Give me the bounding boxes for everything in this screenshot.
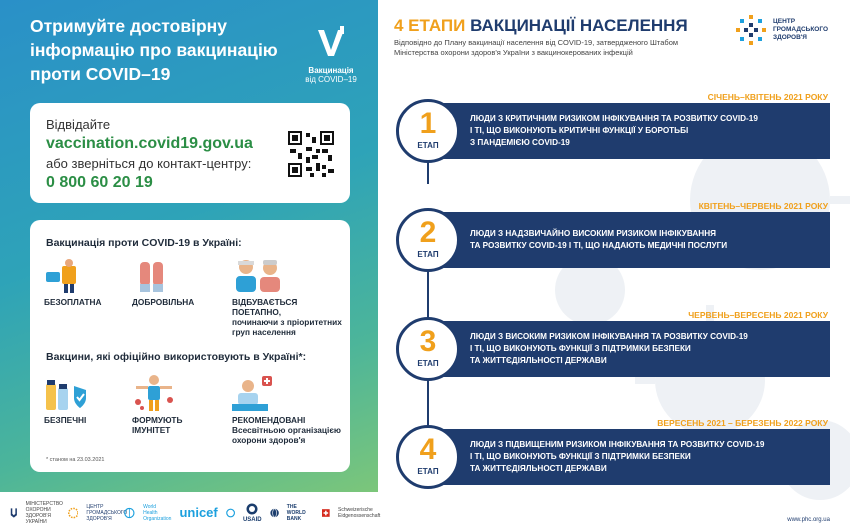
- vaccination-brand-logo: [296, 24, 366, 84]
- footnote: * станом на 23.03.2021: [46, 457, 105, 463]
- stage-3-number: 3: [419, 325, 437, 358]
- stage-1-line1: ЛЮДИ З КРИТИЧНИМ РИЗИКОМ ІНФІКУВАННЯ ТА РОЗВИТКУ COVID-19: [470, 114, 758, 123]
- stage-1-bar: [432, 103, 830, 159]
- vaccination-info-card: [30, 220, 350, 472]
- heading-vaccination: Вакцинація проти COVID-19 в Україні:: [46, 237, 242, 249]
- elderly-people-icon: [232, 258, 286, 294]
- stage-4-line1: ЛЮДИ З ПІДВИЩЕНИМ РИЗИКОМ ІНФІКУВАННЯ ТА РОЗВИТКУ COVID-19: [470, 440, 765, 449]
- stage-4-bar: [432, 429, 830, 485]
- stage-4-badge: [396, 425, 460, 489]
- left-title: Отримуйте достовірну інформацію про вакцинацію проти COVID–19: [30, 16, 278, 84]
- usaid-logo-text: USAID: [242, 516, 262, 523]
- usaid-logo: [243, 503, 262, 523]
- feature-safe-label: БЕЗПЕЧНІ: [44, 415, 87, 425]
- stage-1-badge: [396, 99, 460, 163]
- feature-immunity: [132, 374, 222, 435]
- or-call-label: або зверніться до контакт-центру:: [46, 156, 252, 171]
- phc-website-link[interactable]: www.phc.org.ua: [787, 517, 830, 523]
- brand-line1: Вакцинація: [308, 66, 354, 75]
- stage-3-line2: І ТІ, ЩО ВИКОНУЮТЬ ФУНКЦІЇ З ПІДТРИМКИ БЕЗПЕКИ: [470, 344, 691, 353]
- title-main: ВАКЦИНАЦІЇ НАСЕЛЕННЯ: [470, 16, 688, 35]
- feature-voluntary-label: ДОБРОВІЛЬНА: [132, 297, 195, 307]
- worldbank-globe-icon: [270, 507, 279, 519]
- unicef-globe-icon: [226, 507, 235, 519]
- stage-1-number: 1: [419, 107, 437, 140]
- stage-4-line3: ТА ЖИТТЄДІЯЛЬНОСТІ ДЕРЖАВИ: [470, 464, 607, 473]
- stage-1-line3: З ПАНДЕМІЄЮ COVID-19: [470, 138, 570, 147]
- phc-logo: [735, 14, 828, 46]
- phc-emblem-icon: [735, 14, 767, 46]
- feature-recommended-sub: Всесвітньою організацією охорони здоров'я: [232, 425, 341, 445]
- stage-4-text: [470, 439, 765, 475]
- phc-text-line2: ГРОМАДСЬКОГО: [773, 26, 829, 33]
- contact-card: [30, 103, 350, 203]
- stage-2-bar: [432, 212, 830, 268]
- feature-phased: [232, 258, 344, 337]
- stage-2-line2: ТА РОЗВИТКУ COVID-19 І ТІ, ЩО НАДАЮТЬ МЕДИЧНІ ПОСЛУГИ: [470, 241, 728, 250]
- moh-logo-text: МІНІСТЕРСТВО ОХОРОНИ ЗДОРОВ'Я УКРАЇНИ: [25, 500, 63, 525]
- vaccine-shield-icon: [44, 374, 88, 412]
- stage-3-line3: ТА ЖИТТЄДІЯЛЬНОСТІ ДЕРЖАВИ: [470, 356, 607, 365]
- phc-text-line3: ЗДОРОВ'Я: [773, 34, 807, 41]
- stage-3-badge: [396, 317, 460, 381]
- visit-label: Відвідайте: [46, 117, 111, 132]
- doctor-desk-icon: [232, 374, 280, 412]
- left-panel: [0, 0, 378, 492]
- feature-voluntary: [132, 258, 222, 307]
- title-prefix: 4 ЕТАПИ: [394, 16, 466, 35]
- feature-recommended-label: РЕКОМЕНДОВАНІ: [232, 415, 306, 425]
- stage-2-label: ЕТАП: [417, 250, 439, 259]
- vaccination-url-link[interactable]: vaccination.covid19.gov.ua: [46, 135, 253, 152]
- stage-3-text: [470, 331, 748, 367]
- feature-recommended: [232, 374, 344, 445]
- phc-logo-text: ЦЕНТР ГРОМАДСЬКОГО ЗДОРОВ'Я: [86, 503, 128, 522]
- who-logo-text: World Health Organization: [143, 503, 172, 522]
- stage-3-line1: ЛЮДИ З ВИСОКИМ РИЗИКОМ ІНФІКУВАННЯ ТА РОЗВИТКУ COVID-19: [470, 332, 748, 341]
- stage-2-badge: [396, 208, 460, 272]
- stage-2-number: 2: [419, 216, 437, 249]
- who-globe-icon: [124, 506, 135, 520]
- stage-3-label: ЕТАП: [417, 359, 439, 368]
- feature-free-label: БЕЗОПЛАТНА: [44, 297, 102, 307]
- partner-logos: [0, 494, 381, 531]
- stage-4-label: ЕТАП: [417, 467, 439, 476]
- feature-phased-label: ВІДБУВАЄТЬСЯ ПОЕТАПНО,: [232, 297, 298, 317]
- qr-code-icon[interactable]: [288, 131, 334, 177]
- phc-text-line1: ЦЕНТР: [773, 18, 796, 25]
- feature-immunity-label: ФОРМУЮТЬ ІМУНІТЕТ: [132, 415, 183, 435]
- stage-3-bar: [432, 321, 830, 377]
- heading-vaccines: Вакцини, які офіційно використовують в Україні*:: [46, 351, 307, 363]
- unicef-logo: unicef: [179, 505, 218, 520]
- phc-text: [773, 18, 828, 42]
- stage-2-line1: ЛЮДИ З НАДЗВИЧАЙНО ВИСОКИМ РИЗИКОМ ІНФІКУВАННЯ: [470, 229, 717, 238]
- brand-line2: від COVID–19: [305, 75, 357, 84]
- feature-safe: [44, 374, 134, 425]
- stages-subtitle: Відповідно до Плану вакцинації населення від COVID-19, затвердженого Штабом Міністерства охорони здоров'я України з вакцинокерованих інфекцій: [394, 38, 679, 57]
- stage-1-date: СІЧЕНЬ–КВІТЕНЬ 2021 РОКУ: [707, 92, 828, 102]
- contact-phone[interactable]: 0 800 60 20 19: [46, 174, 153, 191]
- stages-title: [394, 16, 688, 36]
- trident-icon: [10, 506, 18, 520]
- vaccine-v-icon: [312, 24, 350, 62]
- stage-3-date: ЧЕРВЕНЬ–ВЕРЕСЕНЬ 2021 РОКУ: [688, 310, 828, 320]
- swiss-logo-text: Schweizerische Eidgenossenschaft: [338, 506, 381, 519]
- swiss-flag-icon: [322, 508, 330, 518]
- stage-4-number: 4: [419, 433, 437, 466]
- stage-2-text: [470, 228, 727, 252]
- stage-1-label: ЕТАП: [417, 141, 439, 150]
- worldbank-logo-text: THE WORLD BANK: [286, 503, 306, 522]
- free-hand-icon: [44, 258, 84, 294]
- stage-1-line2: І ТІ, ЩО ВИКОНУЮТЬ КРИТИЧНІ ФУНКЦІЇ У БОРОТЬБІ: [470, 126, 689, 135]
- feature-free: [44, 258, 134, 307]
- feature-phased-sub: починаючи з пріоритетних груп населення: [232, 317, 342, 337]
- strong-person-icon: [132, 374, 176, 412]
- stage-2-date: КВІТЕНЬ–ЧЕРВЕНЬ 2021 РОКУ: [698, 201, 828, 211]
- stage-1-text: [470, 113, 758, 149]
- stage-4-date: ВЕРЕСЕНЬ 2021 – БЕРЕЗЕНЬ 2022 РОКУ: [657, 418, 828, 428]
- phc-small-icon: [68, 506, 79, 520]
- raised-hands-icon: [132, 258, 172, 294]
- usaid-seal-icon: [244, 503, 260, 515]
- stage-4-line2: І ТІ, ЩО ВИКОНУЮТЬ ФУНКЦІЇ З ПІДТРИМКИ БЕЗПЕКИ: [470, 452, 691, 461]
